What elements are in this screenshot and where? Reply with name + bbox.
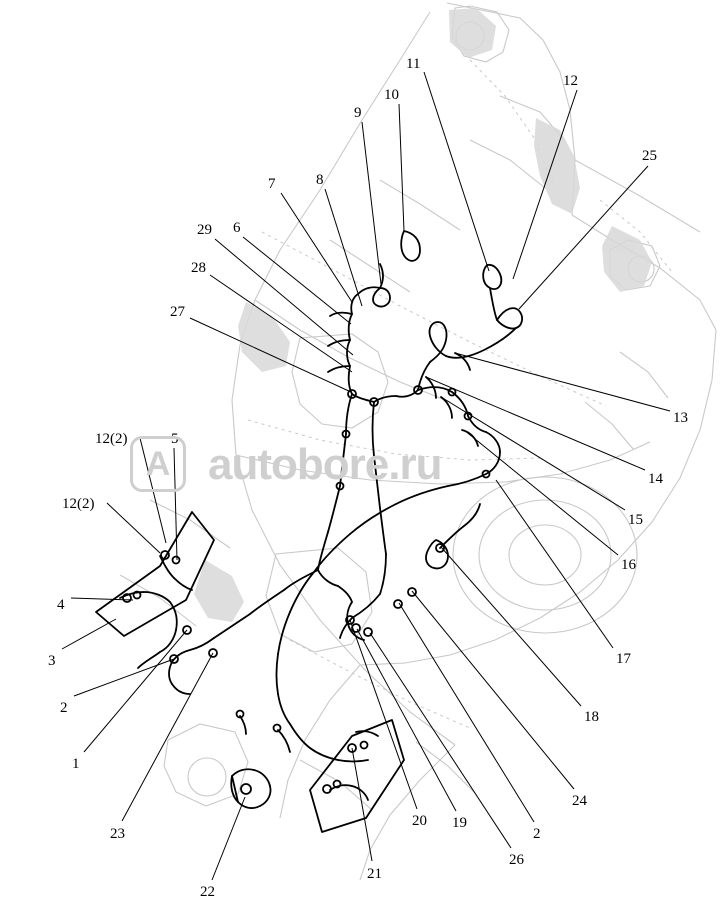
- callout-label-12(2)b: 12(2): [62, 496, 95, 512]
- leader-line-12(2)b: [107, 503, 160, 553]
- leader-line-13: [455, 353, 670, 411]
- callout-label-3: 3: [48, 653, 56, 669]
- leader-line-18: [441, 547, 581, 706]
- leader-line-2a: [74, 659, 174, 696]
- callout-label-1: 1: [72, 756, 80, 772]
- callout-label-17: 17: [616, 651, 631, 667]
- leader-line-6: [243, 237, 351, 324]
- leader-line-24: [412, 591, 574, 789]
- callout-label-16: 16: [621, 557, 636, 573]
- callout-label-4: 4: [57, 597, 65, 613]
- callout-label-12: 12: [563, 73, 578, 89]
- leader-line-19: [357, 629, 456, 811]
- leader-line-2b: [399, 603, 534, 822]
- leader-line-28: [210, 275, 352, 372]
- watermark-text: autobore.ru: [208, 440, 442, 489]
- leader-line-11: [424, 72, 489, 271]
- callout-label-28: 28: [191, 260, 206, 276]
- callout-label-12(2)a: 12(2): [95, 431, 128, 447]
- callout-label-29: 29: [197, 222, 212, 238]
- leader-line-12(2)a: [140, 438, 166, 543]
- callout-label-26: 26: [509, 852, 524, 868]
- callout-label-2b: 2: [533, 826, 541, 842]
- leader-line-23: [122, 653, 213, 821]
- callout-label-2a: 2: [60, 700, 68, 716]
- callout-label-24: 24: [572, 793, 587, 809]
- leader-line-14: [426, 377, 645, 470]
- callout-label-11: 11: [406, 56, 421, 72]
- leader-line-20: [350, 620, 417, 809]
- leader-line-10: [399, 104, 404, 231]
- callout-label-21: 21: [367, 866, 382, 882]
- leader-line-3: [62, 619, 116, 649]
- leader-line-7: [281, 193, 352, 302]
- leader-line-9: [362, 122, 381, 284]
- callout-label-6: 6: [233, 220, 241, 236]
- leader-line-5: [174, 448, 177, 560]
- leader-line-26: [370, 633, 511, 848]
- callout-label-15: 15: [628, 512, 643, 528]
- watermark-badge-letter: A: [145, 445, 171, 483]
- leader-line-1: [84, 630, 187, 752]
- leader-line-25: [519, 166, 648, 309]
- callout-label-25: 25: [642, 148, 657, 164]
- callout-label-20: 20: [412, 813, 427, 829]
- callout-label-5: 5: [171, 431, 179, 447]
- callout-label-22: 22: [200, 884, 215, 900]
- callout-label-8: 8: [316, 172, 324, 188]
- callout-label-7: 7: [268, 176, 276, 192]
- callout-label-13: 13: [673, 410, 688, 426]
- leader-line-21: [352, 748, 372, 861]
- leader-line-17: [496, 480, 613, 648]
- leader-line-29: [215, 239, 353, 355]
- callout-label-19: 19: [452, 815, 467, 831]
- callout-label-10: 10: [384, 87, 399, 103]
- callout-label-23: 23: [110, 826, 125, 842]
- leader-line-15: [441, 397, 625, 510]
- leader-line-4: [71, 598, 133, 600]
- callout-label-18: 18: [584, 709, 599, 725]
- callout-label-14: 14: [648, 471, 663, 487]
- leader-line-22: [212, 797, 245, 880]
- callout-label-27: 27: [170, 304, 185, 320]
- leader-line-12: [513, 90, 577, 279]
- callout-label-9: 9: [354, 105, 362, 121]
